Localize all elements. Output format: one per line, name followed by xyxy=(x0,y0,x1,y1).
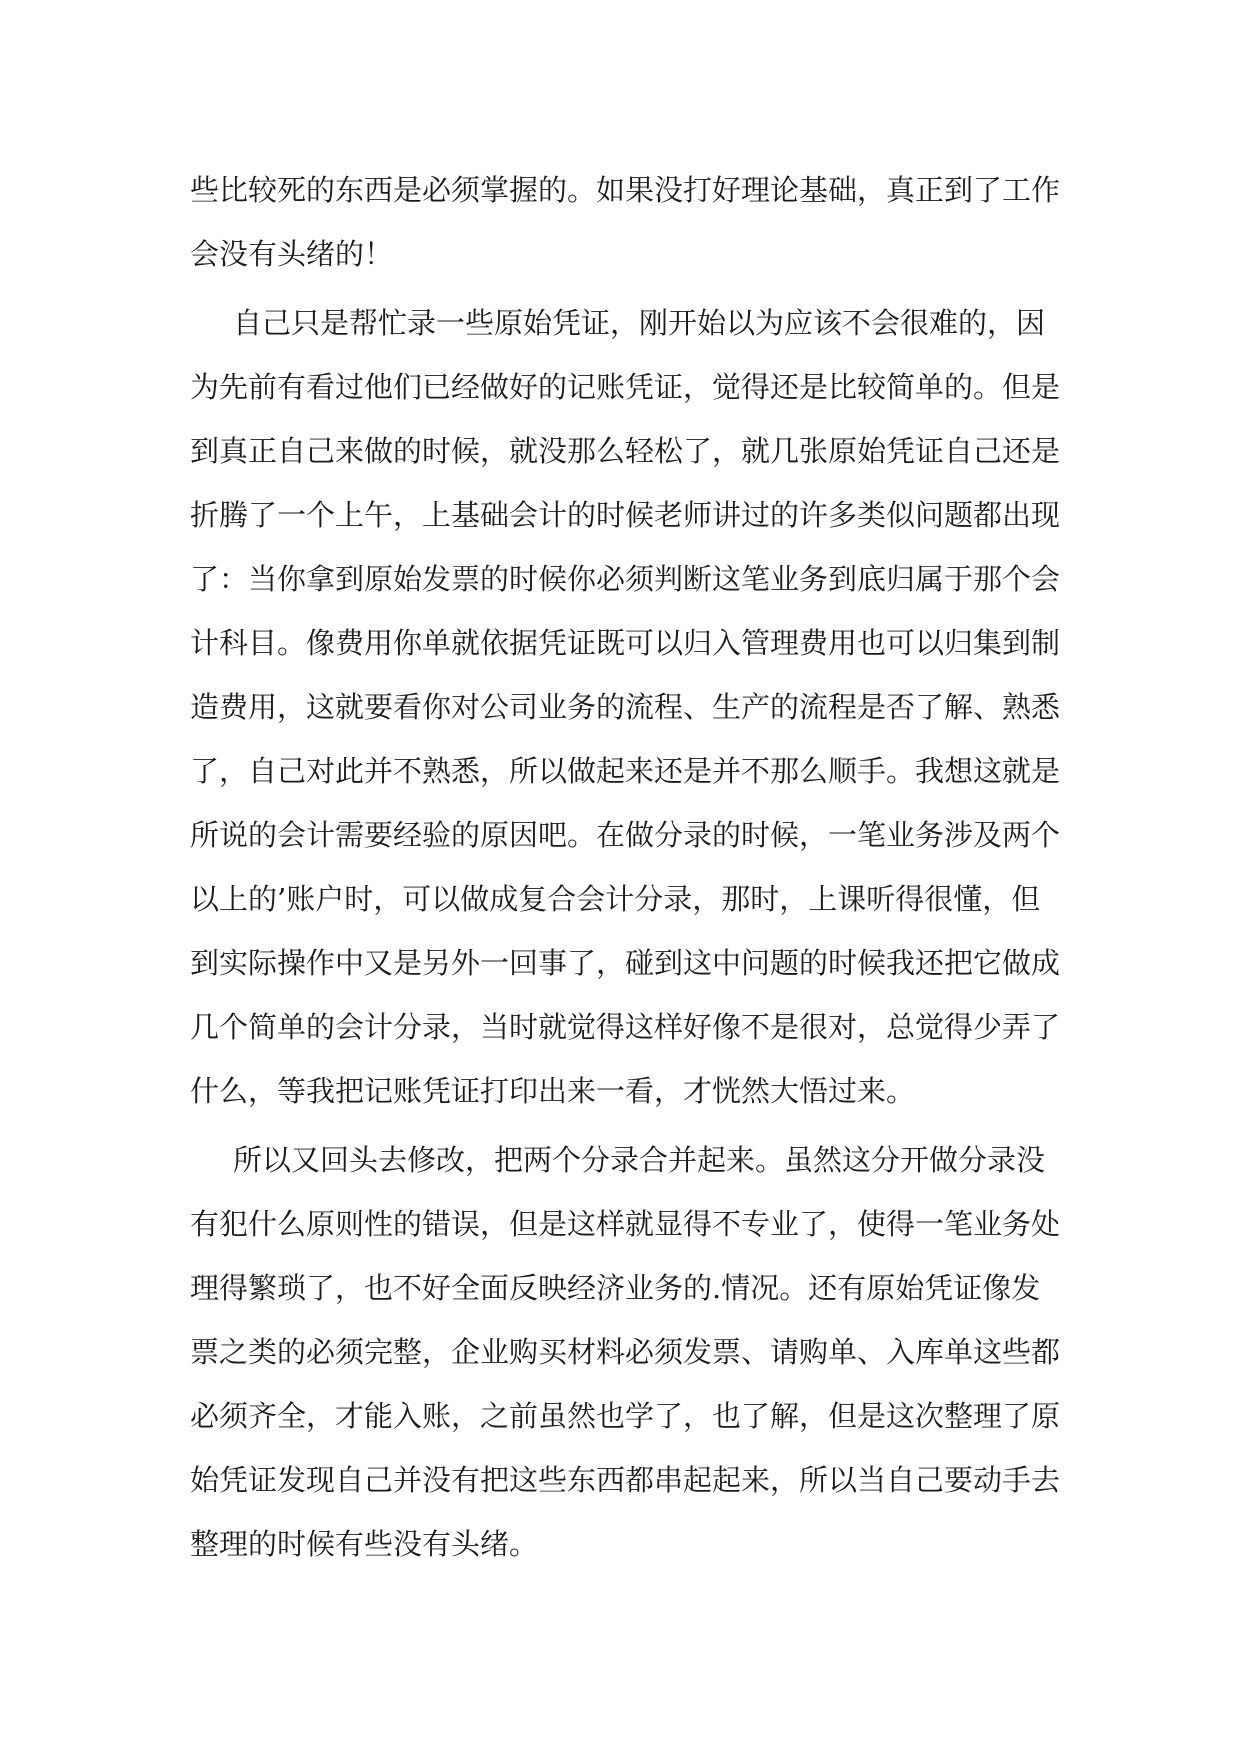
text-line: 必须齐全，才能入账，之前虽然也学了，也了解，但是这次整理了原 xyxy=(190,1399,1061,1433)
text-line: 会没有头绪的！ xyxy=(190,237,394,271)
text-line: 理得繁琐了，也不好全面反映经济业务的.情况。还有原始凭证像发 xyxy=(190,1271,1041,1305)
body-text xyxy=(190,158,1061,1576)
text-line: 所说的会计需要经验的原因吧。在做分录的时候，一笔业务涉及两个 xyxy=(190,818,1061,852)
text-line: 了：当你拿到原始发票的时候你必须判断这笔业务到底归属于那个会 xyxy=(190,562,1061,596)
text-line: 些比较死的东西是必须掌握的。如果没打好理论基础，真正到了工作 xyxy=(190,173,1061,207)
text-line: 有犯什么原则性的错误，但是这样就显得不专业了，使得一笔业务处 xyxy=(190,1207,1061,1241)
text-line: 到真正自己来做的时候，就没那么轻松了，就几张原始凭证自己还是 xyxy=(190,434,1061,468)
text-line: 始凭证发现自己并没有把这些东西都串起起来，所以当自己要动手去 xyxy=(190,1463,1061,1497)
paragraph-start-line: 自己只是帮忙录一些原始凭证，刚开始以为应该不会很难的，因 xyxy=(233,306,1046,340)
text-line: 什么，等我把记账凭证打印出来一看，才恍然大悟过来。 xyxy=(190,1074,916,1108)
text-line: 几个简单的会计分录，当时就觉得这样好像不是很对，总觉得少弄了 xyxy=(190,1010,1061,1044)
text-line: 以上的’账户时，可以做成复合会计分录，那时，上课听得很懂，但 xyxy=(190,882,1041,916)
text-line: 到实际操作中又是另外一回事了，碰到这中问题的时候我还把它做成 xyxy=(190,946,1061,980)
text-line: 为先前有看过他们已经做好的记账凭证，觉得还是比较简单的。但是 xyxy=(190,370,1061,404)
text-line: 票之类的必须完整，企业购买材料必须发票、请购单、入库单这些都 xyxy=(190,1335,1061,1369)
text-line: 造费用，这就要看你对公司业务的流程、生产的流程是否了解、熟悉 xyxy=(190,690,1061,724)
paragraph-start-line: 所以又回头去修改，把两个分录合并起来。虽然这分开做分录没 xyxy=(233,1143,1046,1177)
text-line: 计科目。像费用你单就依据凭证既可以归入管理费用也可以归集到制 xyxy=(190,626,1061,660)
text-line: 折腾了一个上午，上基础会计的时候老师讲过的许多类似问题都出现 xyxy=(190,498,1061,532)
text-line: 了，自己对此并不熟悉，所以做起来还是并不那么顺手。我想这就是 xyxy=(190,754,1061,788)
text-line: 整理的时候有些没有头绪。 xyxy=(190,1527,539,1561)
